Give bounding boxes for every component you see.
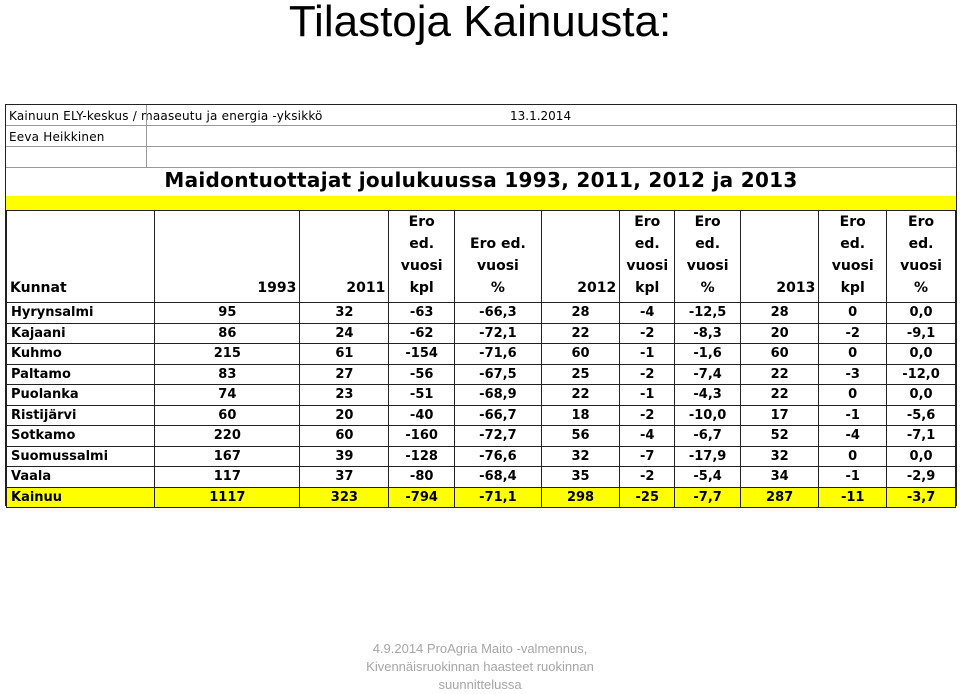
column-header	[7, 211, 155, 303]
value-cell: 323	[300, 487, 389, 508]
value-cell: -66,7	[455, 405, 542, 426]
value-cell: -8,3	[675, 323, 741, 344]
column-header	[300, 211, 389, 303]
value-cell: -11	[819, 487, 887, 508]
value-cell: -5,6	[887, 405, 956, 426]
value-cell: -3,7	[887, 487, 956, 508]
column-header-text: ed.	[908, 236, 934, 252]
value-cell: -1,6	[675, 344, 741, 365]
column-header	[740, 211, 818, 303]
value-cell: -154	[389, 344, 455, 365]
column-header	[675, 211, 741, 303]
column-header-text: vuosi	[900, 258, 942, 274]
value-cell: 32	[740, 446, 818, 467]
value-cell: 287	[740, 487, 818, 508]
value-cell: -51	[389, 385, 455, 406]
value-cell: -2	[819, 323, 887, 344]
value-cell: -12,0	[887, 364, 956, 385]
value-cell: 0	[819, 303, 887, 324]
column-header-text: ed.	[840, 236, 866, 252]
value-cell: -80	[389, 467, 455, 488]
footer-line-3: suunnittelussa	[438, 677, 522, 692]
column-header-text: Ero	[634, 214, 661, 230]
value-cell: 0,0	[887, 385, 956, 406]
value-cell: -2	[620, 364, 675, 385]
value-cell: -63	[389, 303, 455, 324]
value-cell: -25	[620, 487, 675, 508]
column-header-text: Ero ed.	[470, 236, 526, 252]
value-cell: 27	[300, 364, 389, 385]
column-header	[819, 211, 887, 303]
value-cell: 22	[541, 385, 619, 406]
column-header-text: kpl	[409, 280, 434, 296]
column-header	[541, 211, 619, 303]
column-header-text: 2011	[346, 280, 386, 296]
municipality-cell: Vaala	[7, 467, 155, 488]
date-label: 13.1.2014	[510, 109, 572, 123]
column-header-text: vuosi	[831, 258, 874, 274]
author-label: Eeva Heikkinen	[9, 130, 105, 144]
value-cell: -2	[620, 405, 675, 426]
value-cell: -4	[620, 303, 675, 324]
municipality-cell: Ristijärvi	[7, 405, 155, 426]
value-cell: 35	[541, 467, 619, 488]
value-cell: -1	[819, 467, 887, 488]
value-cell: -2	[620, 323, 675, 344]
column-header-text: vuosi	[400, 258, 443, 274]
value-cell: 22	[740, 364, 818, 385]
value-cell: 34	[740, 467, 818, 488]
column-header	[620, 211, 675, 303]
value-cell: 83	[155, 364, 300, 385]
value-cell: -9,1	[887, 323, 956, 344]
value-cell: 298	[541, 487, 619, 508]
municipality-cell: Puolanka	[7, 385, 155, 406]
value-cell: 61	[300, 344, 389, 365]
column-header	[155, 211, 300, 303]
column-header-text: kpl	[635, 280, 660, 296]
value-cell: -7,1	[887, 426, 956, 447]
value-cell: 60	[300, 426, 389, 447]
spreadsheet-image	[5, 104, 957, 506]
column-header-text: vuosi	[626, 258, 669, 274]
value-cell: 22	[541, 323, 619, 344]
table-body	[7, 303, 956, 508]
slide-title: Tilastoja Kainuusta:	[288, 0, 672, 46]
municipality-cell: Sotkamo	[7, 426, 155, 447]
municipality-cell: Kajaani	[7, 323, 155, 344]
value-cell: 39	[300, 446, 389, 467]
value-cell: -56	[389, 364, 455, 385]
value-cell: 74	[155, 385, 300, 406]
value-cell: -1	[819, 405, 887, 426]
footer-line-2: Kivennäisruokinnan haasteet ruokinnan	[366, 659, 594, 674]
value-cell: -1	[620, 385, 675, 406]
value-cell: -128	[389, 446, 455, 467]
value-cell: 20	[740, 323, 818, 344]
value-cell: 37	[300, 467, 389, 488]
divider	[6, 125, 956, 126]
value-cell: -71,1	[455, 487, 542, 508]
value-cell: 0	[819, 344, 887, 365]
value-cell: -67,5	[455, 364, 542, 385]
municipality-cell: Paltamo	[7, 364, 155, 385]
value-cell: -4,3	[675, 385, 741, 406]
column-header-text: %	[914, 280, 929, 296]
column-header-text: vuosi	[477, 258, 519, 274]
value-cell: 23	[300, 385, 389, 406]
table-row	[7, 323, 956, 344]
value-cell: 0,0	[887, 303, 956, 324]
municipality-cell: Kuhmo	[7, 344, 155, 365]
table-row	[7, 385, 956, 406]
value-cell: -6,7	[675, 426, 741, 447]
divider	[6, 146, 956, 147]
column-header-text: Ero	[408, 214, 435, 230]
value-cell: -66,3	[455, 303, 542, 324]
value-cell: 95	[155, 303, 300, 324]
value-cell: 215	[155, 344, 300, 365]
table-row	[7, 467, 956, 488]
value-cell: -10,0	[675, 405, 741, 426]
value-cell: 24	[300, 323, 389, 344]
value-cell: 167	[155, 446, 300, 467]
table-row	[7, 303, 956, 324]
column-header-text: kpl	[840, 280, 865, 296]
value-cell: 220	[155, 426, 300, 447]
value-cell: 86	[155, 323, 300, 344]
value-cell: -2	[620, 467, 675, 488]
value-cell: 60	[541, 344, 619, 365]
value-cell: -3	[819, 364, 887, 385]
column-header-text: %	[700, 280, 715, 296]
value-cell: 60	[155, 405, 300, 426]
value-cell: -72,1	[455, 323, 542, 344]
column-header-text: Ero	[839, 214, 866, 230]
column-header	[887, 211, 956, 303]
table-title: Maidontuottajat joulukuussa 1993, 2011, 2012 ja 2013	[164, 168, 798, 192]
organization-label: Kainuun ELY-keskus / maaseutu ja energia -yksikkö	[9, 109, 323, 123]
value-cell: 1117	[155, 487, 300, 508]
value-cell: 60	[740, 344, 818, 365]
value-cell: 32	[300, 303, 389, 324]
table-header-row	[7, 211, 956, 303]
value-cell: -4	[620, 426, 675, 447]
column-header-text: ed.	[634, 236, 660, 252]
value-cell: -1	[620, 344, 675, 365]
value-cell: -68,4	[455, 467, 542, 488]
value-cell: 17	[740, 405, 818, 426]
value-cell: 56	[541, 426, 619, 447]
municipality-cell: Kainuu	[7, 487, 155, 508]
value-cell: -62	[389, 323, 455, 344]
column-header	[455, 211, 542, 303]
value-cell: -40	[389, 405, 455, 426]
table-row	[7, 446, 956, 467]
column-header-text: vuosi	[686, 258, 729, 274]
value-cell: 28	[740, 303, 818, 324]
value-cell: 0,0	[887, 446, 956, 467]
footer-line-1: 4.9.2014 ProAgria Maito -valmennus,	[372, 641, 588, 656]
value-cell: -17,9	[675, 446, 741, 467]
value-cell: 22	[740, 385, 818, 406]
value-cell: -76,6	[455, 446, 542, 467]
value-cell: -7,4	[675, 364, 741, 385]
table-row	[7, 364, 956, 385]
value-cell: -72,7	[455, 426, 542, 447]
value-cell: -794	[389, 487, 455, 508]
value-cell: -68,9	[455, 385, 542, 406]
column-header-text: Ero	[908, 214, 935, 230]
column-header-text: Kunnat	[10, 280, 67, 296]
value-cell: 20	[300, 405, 389, 426]
column-header-text: %	[490, 280, 505, 296]
table-row	[7, 426, 956, 447]
table-total-row	[7, 487, 956, 508]
value-cell: -7,7	[675, 487, 741, 508]
value-cell: 0,0	[887, 344, 956, 365]
table-row	[7, 344, 956, 365]
value-cell: -2,9	[887, 467, 956, 488]
value-cell: 25	[541, 364, 619, 385]
value-cell: -160	[389, 426, 455, 447]
divider	[146, 105, 147, 167]
value-cell: -7	[620, 446, 675, 467]
value-cell: 18	[541, 405, 619, 426]
value-cell: 0	[819, 446, 887, 467]
column-header-text: 1993	[257, 280, 297, 296]
column-header-text: 2013	[776, 280, 816, 296]
value-cell: 28	[541, 303, 619, 324]
value-cell: -71,6	[455, 344, 542, 365]
value-cell: 32	[541, 446, 619, 467]
value-cell: 117	[155, 467, 300, 488]
column-header-text: Ero	[694, 214, 721, 230]
column-header-text: 2012	[577, 280, 617, 296]
value-cell: 0	[819, 385, 887, 406]
municipality-cell: Hyrynsalmi	[7, 303, 155, 324]
value-cell: -4	[819, 426, 887, 447]
column-header-text: ed.	[409, 236, 435, 252]
value-cell: -5,4	[675, 467, 741, 488]
municipality-cell: Suomussalmi	[7, 446, 155, 467]
table-row	[7, 405, 956, 426]
column-header	[389, 211, 455, 303]
value-cell: 52	[740, 426, 818, 447]
value-cell: -12,5	[675, 303, 741, 324]
milk-producers-table	[6, 210, 956, 508]
column-header-text: ed.	[695, 236, 721, 252]
highlight-band	[6, 196, 956, 210]
